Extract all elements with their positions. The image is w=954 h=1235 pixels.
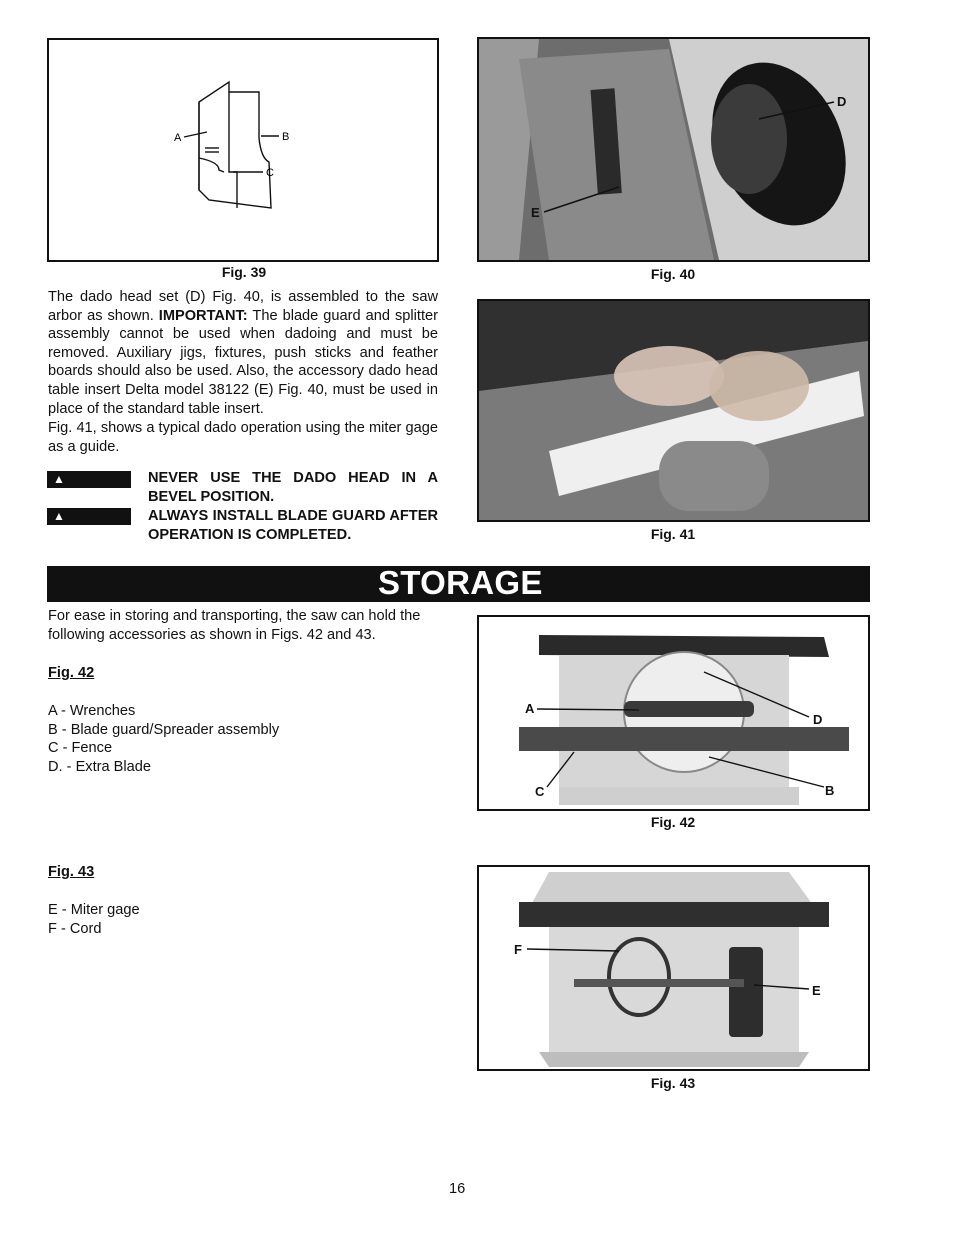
fig39-drawing	[49, 40, 437, 260]
fig42-caption: Fig. 42	[650, 814, 696, 830]
fig42-item-b: B - Blade guard/Spreader assembly	[48, 722, 280, 738]
fig39-label-b: B	[282, 131, 290, 143]
fig43-caption: Fig. 43	[650, 1075, 696, 1091]
storage-section-banner	[47, 566, 870, 602]
fig39-label-c: C	[266, 167, 274, 179]
fig39-caption: Fig. 39	[221, 264, 267, 280]
intro-p1b: The blade guard and splitter assembly cannot be used when dadoing and must be removed. Auxiliary jigs, fixtures, push sticks and feather boards should also be used. Also, the accessory dado head table insert Delta model 38122 (E) Fig. 40, must be used in place of the standard table insert.	[48, 307, 438, 417]
intro-paragraph-2: Fig. 41, shows a typical dado operation using the miter gage as a guide.	[48, 420, 438, 455]
fig42-label-a: A	[525, 701, 535, 716]
warning-triangle-icon: ▲	[53, 472, 66, 486]
intro-p1a: The dado head set (D) Fig. 40, is assembled to the saw arbor as shown.	[48, 289, 438, 324]
fig43-item-f: F - Cord	[48, 921, 102, 937]
fig42-photo	[477, 615, 870, 811]
fig40-illustration	[479, 39, 868, 260]
warning-text-1: NEVER USE THE DADO HEAD IN A BEVEL POSITION.	[148, 470, 438, 505]
fig41-illustration	[479, 301, 868, 520]
fig42-illustration	[479, 617, 868, 809]
fig42-item-a: A - Wrenches	[48, 703, 136, 719]
fig41-caption: Fig. 41	[650, 526, 696, 542]
warning-triangle-icon: ▲	[53, 509, 66, 523]
fig42-item-d: D. - Extra Blade	[48, 759, 152, 775]
fig40-label-d: D	[837, 94, 847, 109]
warning-badge-1	[47, 471, 131, 503]
fig42-label-c: C	[535, 784, 545, 799]
fig43-item-e: E - Miter gage	[48, 902, 140, 918]
fig40-caption: Fig. 40	[650, 266, 696, 282]
warning-badge-2	[47, 508, 131, 540]
fig42-label-d: D	[813, 712, 823, 727]
fig42-label-b: B	[825, 783, 835, 798]
intro-important: IMPORTANT:	[158, 307, 248, 324]
intro-paragraph	[48, 288, 438, 418]
fig42-heading: Fig. 42	[48, 665, 95, 681]
fig41-photo	[477, 299, 870, 522]
fig40-label-e: E	[531, 205, 540, 220]
fig43-heading: Fig. 43	[48, 864, 95, 880]
warning-badge-label: WARNING	[53, 526, 113, 540]
fig39-label-a: A	[174, 132, 182, 144]
warning-badge-label: WARNING	[53, 489, 113, 503]
fig43-label-e: E	[812, 983, 821, 998]
storage-title: STORAGE	[378, 564, 543, 601]
fig43-photo	[477, 865, 870, 1071]
fig43-label-f: F	[514, 942, 522, 957]
storage-intro: For ease in storing and transporting, the saw can hold the following accessories as shown in Figs. 42 and 43.	[48, 608, 421, 643]
page-number: 16	[449, 1181, 466, 1197]
warning-text-2: ALWAYS INSTALL BLADE GUARD AFTER OPERATION IS COMPLETED.	[148, 508, 438, 543]
fig43-illustration	[479, 867, 868, 1069]
fig42-item-c: C - Fence	[48, 740, 113, 756]
fig40-photo	[477, 37, 870, 262]
fig39-frame	[47, 38, 439, 262]
